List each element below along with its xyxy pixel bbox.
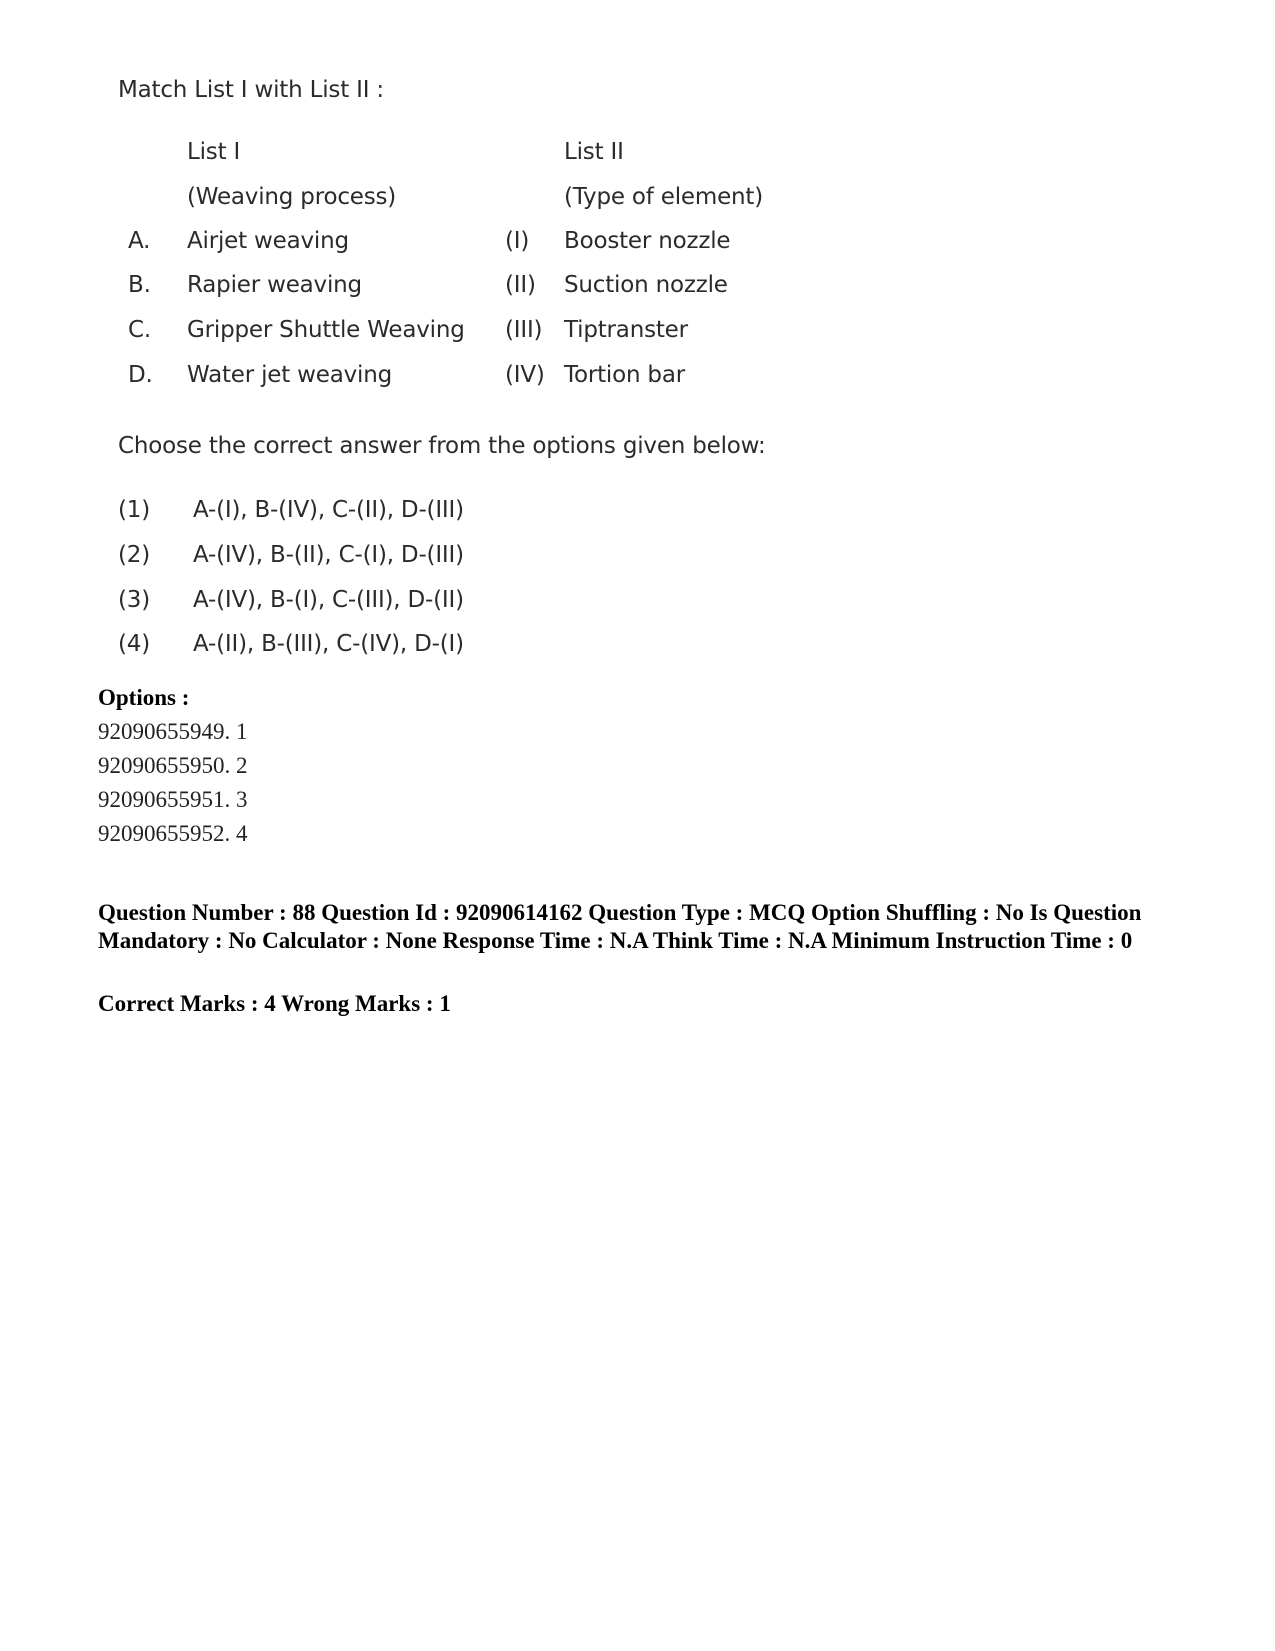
list1-header: List I <box>187 139 241 165</box>
row-element: Tiptranster <box>564 317 688 343</box>
answer-text: A-(I), B-(IV), C-(II), D-(III) <box>193 497 464 523</box>
list2-header: List II <box>564 139 624 165</box>
answer-text: A-(II), B-(III), C-(IV), D-(I) <box>193 631 464 657</box>
row-element: Tortion bar <box>564 362 685 388</box>
option-item: 92090655952. 4 <box>98 821 248 846</box>
answer-number: (2) <box>118 542 150 568</box>
option-item: 92090655950. 2 <box>98 753 248 778</box>
answer-number: (3) <box>118 587 150 613</box>
row-numeral: (IV) <box>505 362 545 388</box>
row-item: Airjet weaving <box>187 228 349 254</box>
row-element: Booster nozzle <box>564 228 731 254</box>
list2-subheader: (Type of element) <box>564 184 764 210</box>
row-letter: C. <box>128 317 151 343</box>
choose-instruction: Choose the correct answer from the options given below: <box>118 433 766 459</box>
row-numeral: (III) <box>505 317 543 343</box>
answer-text: A-(IV), B-(II), C-(I), D-(III) <box>193 542 464 568</box>
option-item: 92090655949. 1 <box>98 719 248 744</box>
question-intro: Match List I with List II : <box>118 77 384 103</box>
option-item: 92090655951. 3 <box>98 787 248 812</box>
options-heading: Options : <box>98 685 190 710</box>
answer-text: A-(IV), B-(I), C-(III), D-(II) <box>193 587 464 613</box>
answer-number: (4) <box>118 631 150 657</box>
row-letter: B. <box>128 272 151 298</box>
list1-subheader: (Weaving process) <box>187 184 397 210</box>
row-numeral: (II) <box>505 272 536 298</box>
row-letter: A. <box>128 228 151 254</box>
row-element: Suction nozzle <box>564 272 728 298</box>
question-meta: Question Number : 88 Question Id : 92090614162 Question Type : MCQ Option Shuffling : No Is Question Mandatory : No Calculator : None Response Time : N.A Think Time : N.A Minimum Instruction Time : 0 <box>98 900 1142 953</box>
row-numeral: (I) <box>505 228 530 254</box>
answer-number: (1) <box>118 497 150 523</box>
row-letter: D. <box>128 362 153 388</box>
row-item: Water jet weaving <box>187 362 393 388</box>
marks-info: Correct Marks : 4 Wrong Marks : 1 <box>98 991 451 1016</box>
question-image <box>0 0 1275 680</box>
row-item: Gripper Shuttle Weaving <box>187 317 465 343</box>
row-item: Rapier weaving <box>187 272 362 298</box>
